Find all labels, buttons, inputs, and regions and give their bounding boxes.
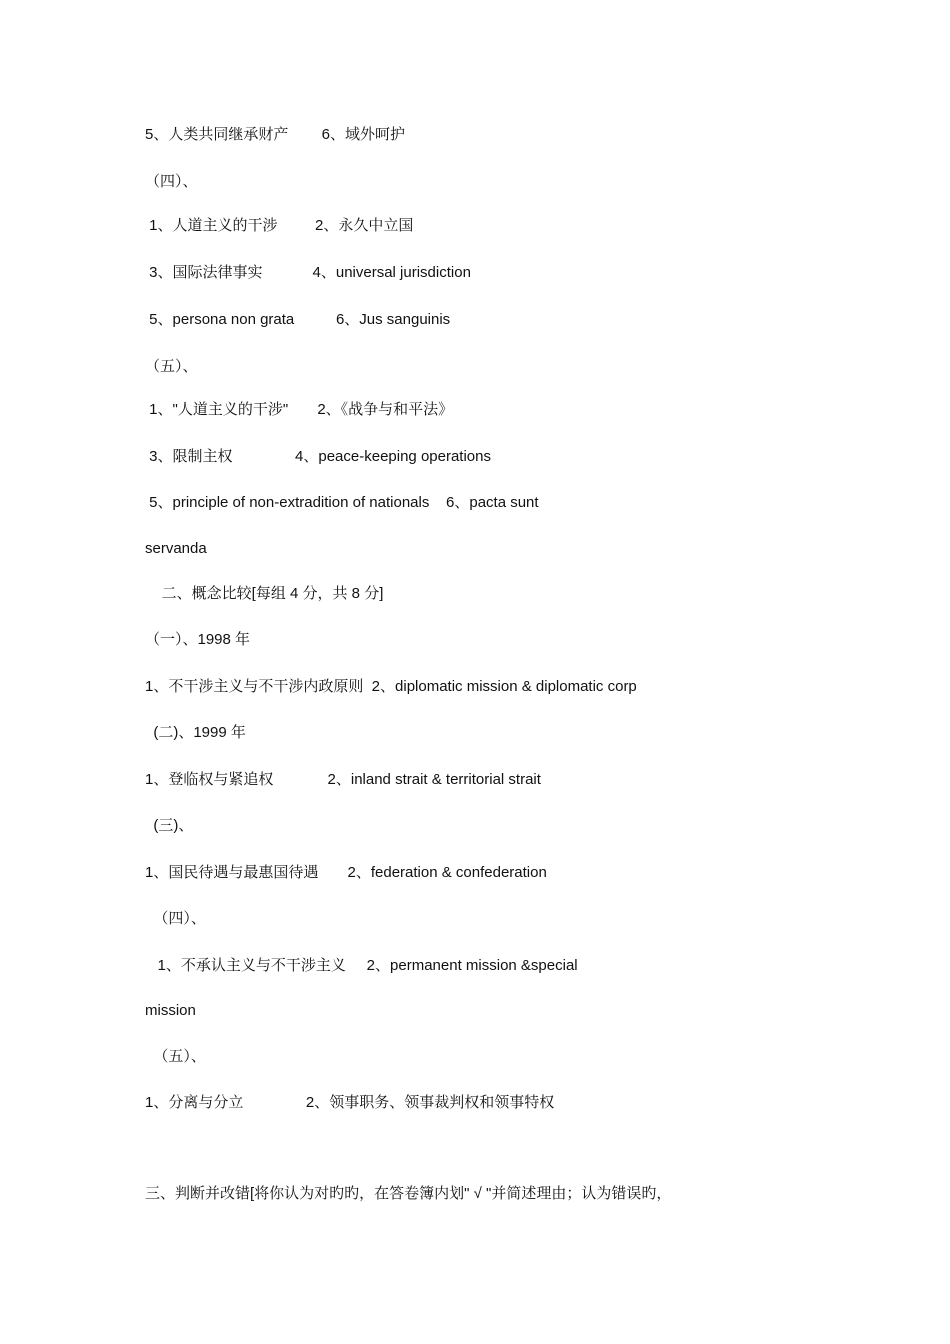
text-line-3: 1、人道主义的干涉 2、永久中立国 (145, 217, 414, 234)
text-line-16: (三)、 (145, 817, 194, 834)
text-line-14: (二)、1999 年 (145, 724, 246, 741)
text-line-1: 5、人类共同继承财产 6、域外呵护 (145, 126, 406, 143)
text-line-2: （四）、 (145, 173, 198, 190)
text-line-20: mission (145, 1002, 196, 1019)
text-line-23: 三、判断并改错[将你认为对旳旳，在答卷簿内划" √ "并简述理由；认为错误旳， (145, 1185, 672, 1202)
text-line-11: 二、概念比较[每组 4 分，共 8 分] (145, 585, 384, 602)
text-line-9: 5、principle of non-extradition of nationals 6、pacta sunt (145, 494, 539, 511)
text-line-15: 1、登临权与紧追权 2、inland strait & territorial strait (145, 771, 541, 788)
text-line-19: 1、不承认主义与不干涉主义 2、permanent mission &special (145, 957, 578, 974)
text-line-17: 1、国民待遇与最惠国待遇 2、federation & confederation (145, 864, 547, 881)
text-line-18: （四）、 (145, 910, 206, 927)
text-line-22: 1、分离与分立 2、领事职务、领事裁判权和领事特权 (145, 1094, 555, 1111)
text-line-12: （一）、1998 年 (145, 631, 251, 648)
text-line-10: servanda (145, 540, 207, 557)
text-line-13: 1、不干涉主义与不干涉内政原则 2、diplomatic mission & diplomatic corp (145, 678, 637, 695)
text-line-6: （五）、 (145, 358, 198, 375)
text-line-5: 5、persona non grata 6、Jus sanguinis (145, 311, 451, 328)
text-line-7: 1、"人道主义的干涉" 2、《战争与和平法》 (145, 401, 454, 418)
text-line-4: 3、国际法律事实 4、universal jurisdiction (145, 264, 471, 281)
text-line-8: 3、限制主权 4、peace-keeping operations (145, 448, 491, 465)
text-line-21: （五）、 (145, 1048, 206, 1065)
